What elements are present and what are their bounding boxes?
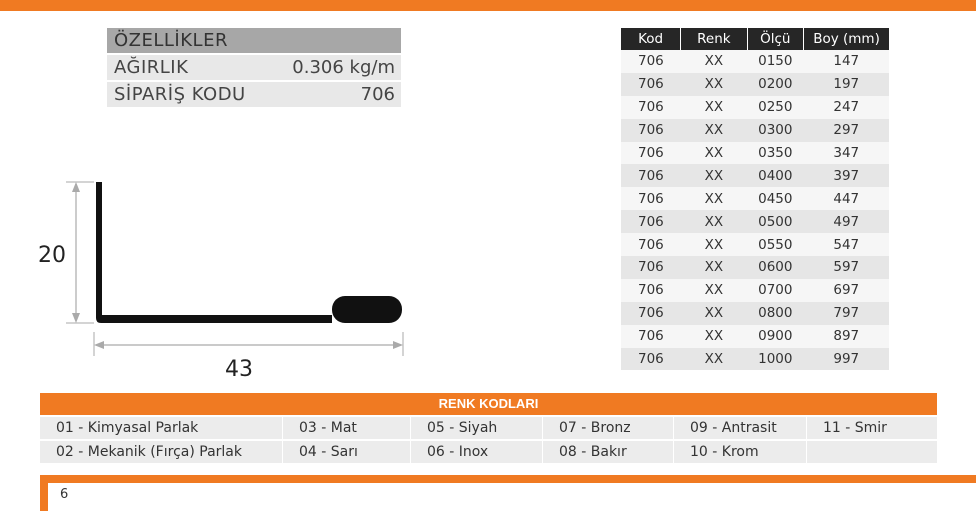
size-table-cell: 706: [621, 187, 681, 210]
profile-l-shape: [96, 182, 332, 323]
size-table-cell: 0900: [747, 325, 804, 348]
color-code-item: [807, 441, 937, 463]
size-table-cell: XX: [681, 302, 747, 325]
size-table-row: [621, 142, 889, 165]
top-accent-bar: [0, 0, 976, 11]
properties-header-label: ÖZELLİKLER: [114, 30, 228, 51]
size-table-row: [621, 119, 889, 142]
weight-row: [107, 55, 401, 80]
order-code-value: 706: [360, 84, 395, 105]
properties-panel: [107, 28, 401, 109]
size-table-cell: XX: [681, 279, 747, 302]
column-header-kod: Kod: [621, 28, 681, 50]
size-table-cell: 247: [804, 96, 889, 119]
size-table-cell: XX: [681, 50, 747, 73]
size-table-row: [621, 302, 889, 325]
size-table-cell: 706: [621, 256, 681, 279]
order-code-label: SİPARİŞ KODU: [114, 84, 246, 105]
size-table-cell: 597: [804, 256, 889, 279]
width-arrow-left-icon: [94, 341, 104, 349]
size-table-cell: 897: [804, 325, 889, 348]
order-code-row: [107, 82, 401, 107]
size-table-cell: XX: [681, 256, 747, 279]
size-table-cell: XX: [681, 210, 747, 233]
size-table-cell: 0300: [747, 119, 804, 142]
color-code-item: 04 - Sarı: [283, 441, 411, 463]
weight-value: 0.306 kg/m: [292, 57, 395, 78]
size-table-cell: 706: [621, 73, 681, 96]
profile-drawing: [30, 170, 420, 380]
bottom-accent-bar: [40, 475, 976, 483]
size-table-cell: 0800: [747, 302, 804, 325]
size-table-cell: 0700: [747, 279, 804, 302]
size-table-cell: 0350: [747, 142, 804, 165]
size-table-cell: 447: [804, 187, 889, 210]
color-codes-row: [40, 417, 937, 439]
size-table-cell: XX: [681, 233, 747, 256]
size-table-cell: 706: [621, 119, 681, 142]
size-table-cell: 297: [804, 119, 889, 142]
column-header-renk: Renk: [681, 28, 747, 50]
size-table-cell: 0450: [747, 187, 804, 210]
size-table-cell: 706: [621, 233, 681, 256]
color-code-item: 10 - Krom: [674, 441, 807, 463]
size-table-cell: 0400: [747, 164, 804, 187]
size-table-cell: 706: [621, 348, 681, 371]
size-table-row: [621, 50, 889, 73]
size-table-cell: 706: [621, 279, 681, 302]
page-number: 6: [60, 487, 69, 502]
size-table-cell: XX: [681, 325, 747, 348]
size-table-cell: 197: [804, 73, 889, 96]
size-table-body: [621, 50, 889, 370]
size-table-cell: 706: [621, 50, 681, 73]
size-table-cell: 0200: [747, 73, 804, 96]
size-table-cell: 0550: [747, 233, 804, 256]
width-dimension-label: 43: [225, 357, 253, 380]
page-number-marker: [40, 475, 48, 511]
height-arrow-top-icon: [72, 182, 80, 192]
size-table-header-row: [621, 28, 889, 50]
size-table-cell: 397: [804, 164, 889, 187]
height-arrow-bottom-icon: [72, 313, 80, 323]
size-table-cell: 0150: [747, 50, 804, 73]
size-table-cell: XX: [681, 187, 747, 210]
size-table-cell: 706: [621, 96, 681, 119]
size-table-cell: XX: [681, 73, 747, 96]
size-table-cell: XX: [681, 142, 747, 165]
size-table-row: [621, 164, 889, 187]
size-table: [621, 28, 889, 370]
color-codes-title: RENK KODLARI: [40, 393, 937, 415]
profile-lip: [332, 296, 402, 323]
size-table-row: [621, 210, 889, 233]
column-header-olcu: Ölçü: [747, 28, 804, 50]
size-table-cell: 706: [621, 164, 681, 187]
size-table-cell: XX: [681, 348, 747, 371]
size-table-cell: 797: [804, 302, 889, 325]
size-table-cell: XX: [681, 96, 747, 119]
size-table-row: [621, 348, 889, 371]
size-table-cell: 0500: [747, 210, 804, 233]
weight-label: AĞIRLIK: [114, 57, 189, 78]
color-code-item: 09 - Antrasit: [674, 417, 807, 439]
size-table-row: [621, 73, 889, 96]
color-code-item: 11 - Smir: [823, 420, 887, 436]
size-table-cell: 706: [621, 210, 681, 233]
size-table-cell: 997: [804, 348, 889, 371]
size-table-cell: 706: [621, 142, 681, 165]
size-table-cell: XX: [681, 119, 747, 142]
size-table-cell: 697: [804, 279, 889, 302]
size-table-row: [621, 233, 889, 256]
color-code-item: 05 - Siyah: [411, 417, 543, 439]
size-table-cell: 347: [804, 142, 889, 165]
size-table-cell: 706: [621, 302, 681, 325]
size-table-row: [621, 256, 889, 279]
size-table-row: [621, 187, 889, 210]
size-table-row: [621, 325, 889, 348]
size-table-row: [621, 96, 889, 119]
color-code-item: 08 - Bakır: [543, 441, 674, 463]
height-dimension-label: 20: [38, 243, 66, 268]
properties-header: [107, 28, 401, 53]
color-code-item: 07 - Bronz: [543, 417, 674, 439]
size-table-cell: 497: [804, 210, 889, 233]
width-arrow-right-icon: [393, 341, 403, 349]
color-codes-row: [40, 441, 937, 463]
size-table-cell: 706: [621, 325, 681, 348]
column-header-boy: Boy (mm): [804, 28, 889, 50]
size-table-cell: XX: [681, 164, 747, 187]
color-code-item: 06 - Inox: [411, 441, 543, 463]
color-code-item: 02 - Mekanik (Fırça) Parlak: [40, 441, 283, 463]
color-code-item: 03 - Mat: [283, 417, 411, 439]
size-table-cell: 547: [804, 233, 889, 256]
size-table-row: [621, 279, 889, 302]
size-table-cell: 1000: [747, 348, 804, 371]
color-code-item: 01 - Kimyasal Parlak: [40, 417, 283, 439]
size-table-cell: 0250: [747, 96, 804, 119]
size-table-cell: 147: [804, 50, 889, 73]
color-codes-grid: [40, 417, 937, 463]
size-table-cell: 0600: [747, 256, 804, 279]
